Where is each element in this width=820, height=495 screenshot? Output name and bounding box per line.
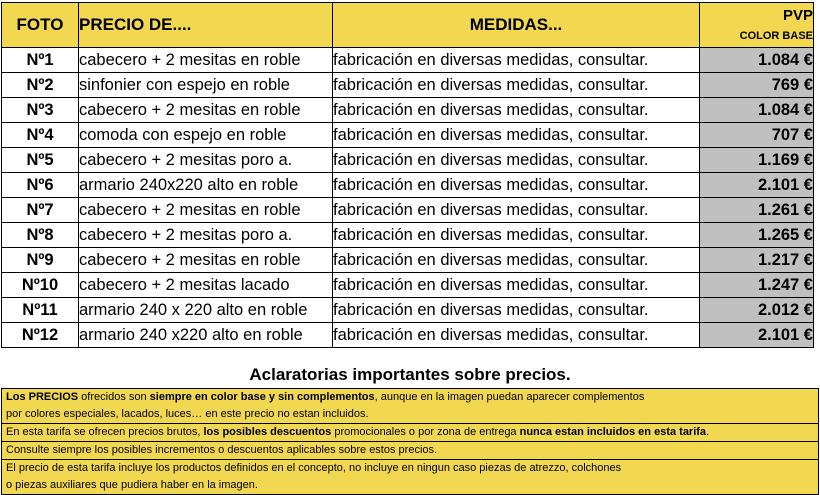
row-number: Nº1 — [2, 48, 79, 73]
row-number: Nº12 — [2, 323, 79, 348]
note-1-line-1 — [6, 389, 814, 406]
table-row — [2, 98, 814, 123]
row-medidas: fabricación en diversas medidas, consultar. — [333, 198, 700, 223]
row-medidas: fabricación en diversas medidas, consultar. — [333, 248, 700, 273]
note-block-2 — [1, 423, 819, 441]
row-number: Nº8 — [2, 223, 79, 248]
row-medidas: fabricación en diversas medidas, consultar. — [333, 48, 700, 73]
table-row — [2, 298, 814, 323]
note-1-bold-c: siempre en color base y sin complementos — [149, 391, 375, 403]
note-block-3 — [1, 441, 819, 459]
row-concept: armario 240x220 alto en roble — [79, 173, 333, 198]
row-price: 1.261 € — [700, 198, 814, 223]
note-1-text-d: , aunque en la imagen puedan aparecer complementos — [374, 391, 645, 403]
table-header-row — [2, 3, 814, 48]
note-1-text-b: ofrecidos son — [78, 391, 150, 403]
table-row — [2, 123, 814, 148]
row-number: Nº11 — [2, 298, 79, 323]
row-price: 2.101 € — [700, 323, 814, 348]
note-2-bold-d: nunca estan incluidos en esta tarifa — [519, 426, 707, 438]
note-1-bold-a: Los PRECIOS — [6, 391, 79, 403]
row-medidas: fabricación en diversas medidas, consultar. — [333, 223, 700, 248]
row-number: Nº2 — [2, 73, 79, 98]
note-block-4 — [1, 459, 819, 495]
table-row — [2, 323, 814, 348]
row-medidas: fabricación en diversas medidas, consultar. — [333, 173, 700, 198]
row-price: 1.247 € — [700, 273, 814, 298]
header-foto: FOTO — [2, 3, 79, 48]
notes-panel — [1, 388, 819, 495]
table-row — [2, 73, 814, 98]
row-medidas: fabricación en diversas medidas, consultar. — [333, 323, 700, 348]
row-concept: cabecero + 2 mesitas en roble — [79, 248, 333, 273]
row-medidas: fabricación en diversas medidas, consultar. — [333, 98, 700, 123]
note-3-line-1: Consulte siempre los posibles incrementos o descuentos aplicables sobre estos precios. — [6, 444, 438, 456]
price-table — [1, 2, 814, 348]
table-row — [2, 198, 814, 223]
row-concept: cabecero + 2 mesitas en roble — [79, 48, 333, 73]
row-price: 769 € — [700, 73, 814, 98]
table-row — [2, 273, 814, 298]
row-price: 1.265 € — [700, 223, 814, 248]
row-number: Nº3 — [2, 98, 79, 123]
row-price: 707 € — [700, 123, 814, 148]
row-number: Nº6 — [2, 173, 79, 198]
header-medidas: MEDIDAS... — [333, 3, 700, 48]
row-concept: armario 240 x 220 alto en roble — [79, 298, 333, 323]
row-concept: comoda con espejo en roble — [79, 123, 333, 148]
note-2-text-a: En esta tarifa se ofrecen precios brutos, — [6, 426, 204, 438]
header-pvp-label: PVP — [782, 7, 813, 24]
row-medidas: fabricación en diversas medidas, consultar. — [333, 73, 700, 98]
note-1-line-2: por colores especiales, lacados, luces… en este precio no estan incluidos. — [6, 408, 369, 420]
note-4-line-2: o piezas auxiliares que pudiera haber en la imagen. — [6, 479, 258, 491]
note-2-bold-b: los posibles descuentos — [203, 426, 332, 438]
header-pvp-sub: COLOR BASE — [739, 30, 813, 42]
row-number: Nº9 — [2, 248, 79, 273]
row-price: 1.084 € — [700, 48, 814, 73]
row-medidas: fabricación en diversas medidas, consultar. — [333, 298, 700, 323]
row-number: Nº10 — [2, 273, 79, 298]
note-2-text-c: promocionales o por zona de entrega — [331, 426, 520, 438]
table-row — [2, 48, 814, 73]
row-price: 1.169 € — [700, 148, 814, 173]
table-row — [2, 248, 814, 273]
table-row — [2, 223, 814, 248]
row-price: 1.217 € — [700, 248, 814, 273]
note-2-line-1 — [6, 424, 814, 441]
table-row — [2, 173, 814, 198]
row-number: Nº7 — [2, 198, 79, 223]
row-concept: armario 240 x220 alto en roble — [79, 323, 333, 348]
header-precio: PRECIO DE.... — [79, 3, 333, 48]
row-concept: cabecero + 2 mesitas en roble — [79, 98, 333, 123]
row-number: Nº5 — [2, 148, 79, 173]
row-number: Nº4 — [2, 123, 79, 148]
table-body — [2, 48, 814, 348]
row-price: 2.101 € — [700, 173, 814, 198]
row-medidas: fabricación en diversas medidas, consultar. — [333, 148, 700, 173]
row-concept: cabecero + 2 mesitas lacado — [79, 273, 333, 298]
header-pvp — [700, 3, 814, 48]
row-concept: cabecero + 2 mesitas poro a. — [79, 148, 333, 173]
notes-title: Aclaratorias importantes sobre precios. — [249, 365, 571, 384]
row-medidas: fabricación en diversas medidas, consultar. — [333, 273, 700, 298]
row-price: 1.084 € — [700, 98, 814, 123]
note-4-line-1: El precio de esta tarifa incluye los productos definidos en el concepto, no incluye en ningun caso piezas de atrezzo, colchones — [6, 462, 622, 474]
note-block-1 — [1, 388, 819, 423]
row-concept: sinfonier con espejo en roble — [79, 73, 333, 98]
table-row — [2, 148, 814, 173]
row-medidas: fabricación en diversas medidas, consultar. — [333, 123, 700, 148]
row-concept: cabecero + 2 mesitas poro a. — [79, 223, 333, 248]
row-price: 2.012 € — [700, 298, 814, 323]
row-concept: cabecero + 2 mesitas en roble — [79, 198, 333, 223]
note-2-text-e: . — [706, 426, 710, 438]
